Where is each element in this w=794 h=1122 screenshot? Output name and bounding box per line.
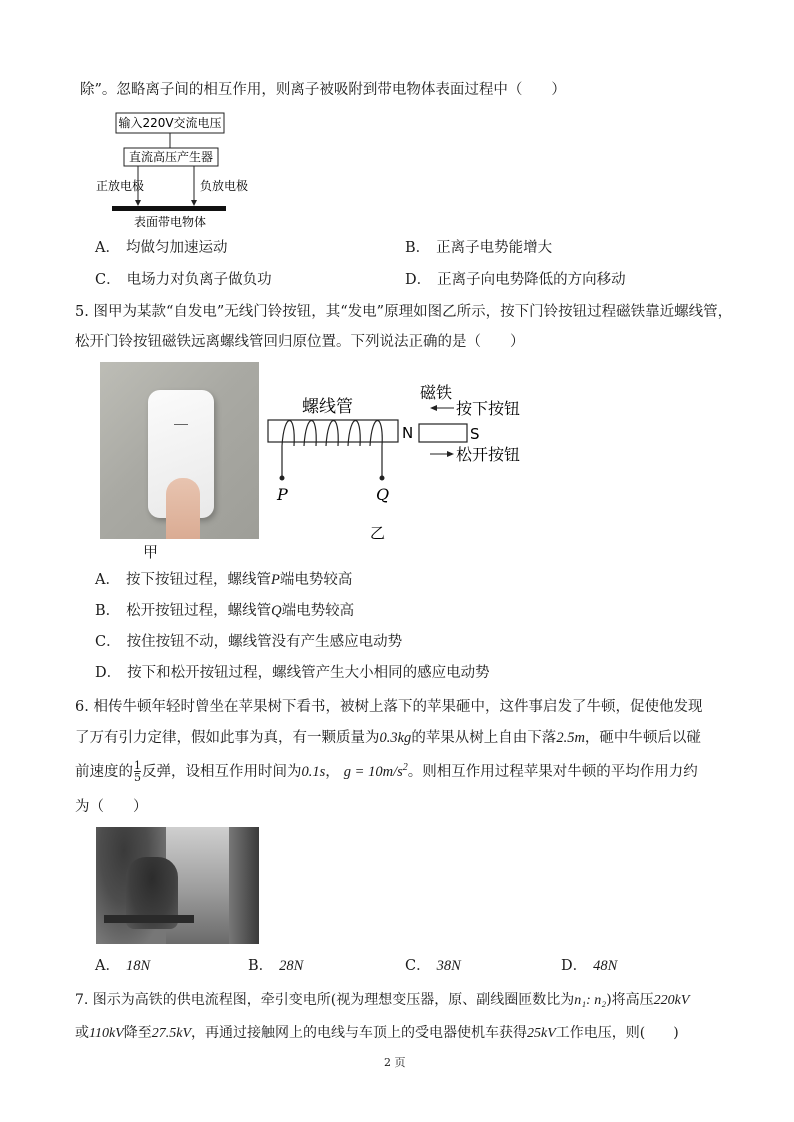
fig-yi-caption: 乙	[370, 524, 386, 542]
fig-jia-caption: 甲	[143, 543, 159, 561]
fraction: $\frac{1}{5}$	[134, 759, 141, 785]
q6-option-b[interactable]: B． 28N	[248, 958, 304, 974]
press-arrow-icon	[430, 405, 437, 411]
terminal-p-label: P	[277, 485, 288, 504]
generator-box-label: 直流高压产生器	[128, 150, 214, 164]
q6-stem-line1: 6. 相传牛顿年轻时曾坐在苹果树下看书，被树上落下的苹果砸中，这件事启发了牛顿，促使他发现	[75, 699, 703, 715]
negative-electrode-label: 负放电极	[200, 179, 249, 193]
q4-stem-end: 除”。忽略离子间的相互作用，则离子被吸附到带电物体表面过程中（ ）	[80, 82, 566, 98]
q5-option-b[interactable]: B． 松开按钮过程，螺线管Q端电势较高	[95, 603, 355, 619]
charged-object-label: 表面带电物体	[133, 215, 207, 229]
doorbell-photo	[100, 362, 259, 539]
q6-option-d[interactable]: D． 48N	[561, 958, 618, 974]
press-label: 按下按钮	[456, 399, 521, 418]
q5-option-a[interactable]: A． 按下按钮过程，螺线管P端电势较高	[95, 572, 353, 588]
finger-shape	[166, 478, 200, 539]
magnet-body	[419, 424, 467, 442]
q5-option-d[interactable]: D． 按下和松开按钮过程，螺线管产生大小相同的感应电动势	[95, 665, 490, 681]
solenoid-label: 螺线管	[302, 397, 353, 417]
q6-stem-line3: 前速度的 $\frac{1}{5}$ 反弹，设相互作用时间为0.1s， $g = 10m/s^2$。则相互作用过程苹果对牛顿的平均作用力约	[75, 759, 698, 785]
n-pole-label: N	[402, 424, 414, 442]
release-label: 松开按钮	[456, 445, 521, 464]
q5-stem-line2: 松开门铃按钮磁铁远离螺线管回归原位置。下列说法正确的是（ ）	[75, 334, 525, 350]
q4-option-d[interactable]: D． 正离子向电势降低的方向移动	[405, 272, 626, 288]
q4-option-b[interactable]: B． 正离子电势能增大	[405, 240, 553, 256]
q4-option-a[interactable]: A． 均做匀加速运动	[95, 240, 228, 256]
doorbell-logo-icon	[174, 410, 188, 425]
charged-object-bar	[112, 206, 226, 211]
terminal-q-label: Q	[376, 485, 390, 504]
page-number: 2 页	[384, 1056, 406, 1069]
q5-solenoid-diagram	[262, 372, 542, 542]
release-arrow-icon	[447, 451, 454, 457]
s-pole-label: S	[470, 425, 480, 443]
magnet-label: 磁铁	[420, 383, 453, 402]
newton-photo	[96, 827, 259, 944]
q5-option-c[interactable]: C． 按住按钮不动，螺线管没有产生感应电动势	[95, 634, 403, 650]
q6-stem-line2: 了万有引力定律，假如此事为真，有一颗质量为0.3kg的苹果从树上自由下落2.5m，砸中牛顿后以碰	[75, 730, 701, 746]
q6-option-a[interactable]: A． 18N	[95, 958, 151, 974]
input-box-label: 输入220V交流电压	[118, 116, 222, 130]
bench-shape	[104, 915, 194, 923]
q6-stem-line4: 为（ ）	[75, 799, 148, 815]
q7-stem-line2: 或110kV降至27.5kV，再通过接触网上的电线与车顶上的受电器使机车获得25kV工作电压，则( )	[75, 1025, 679, 1041]
solenoid-body	[268, 420, 398, 442]
q4-option-c[interactable]: C． 电场力对负离子做负功	[95, 272, 272, 288]
positive-electrode-label: 正放电极	[96, 179, 145, 193]
q5-stem-line1: 5. 图甲为某款“自发电”无线门铃按钮，其“发电”原理如图乙所示，按下门铃按钮过程磁铁靠近螺线管，	[75, 304, 733, 320]
q6-option-c[interactable]: C． 38N	[405, 958, 461, 974]
q4-circuit-diagram	[90, 110, 250, 235]
q7-stem-line1: 7. 图示为高铁的供电流程图，牵引变电所(视为理想变压器，原、副线圈匝数比为n₁: n₂)将高压220kV	[75, 992, 690, 1008]
